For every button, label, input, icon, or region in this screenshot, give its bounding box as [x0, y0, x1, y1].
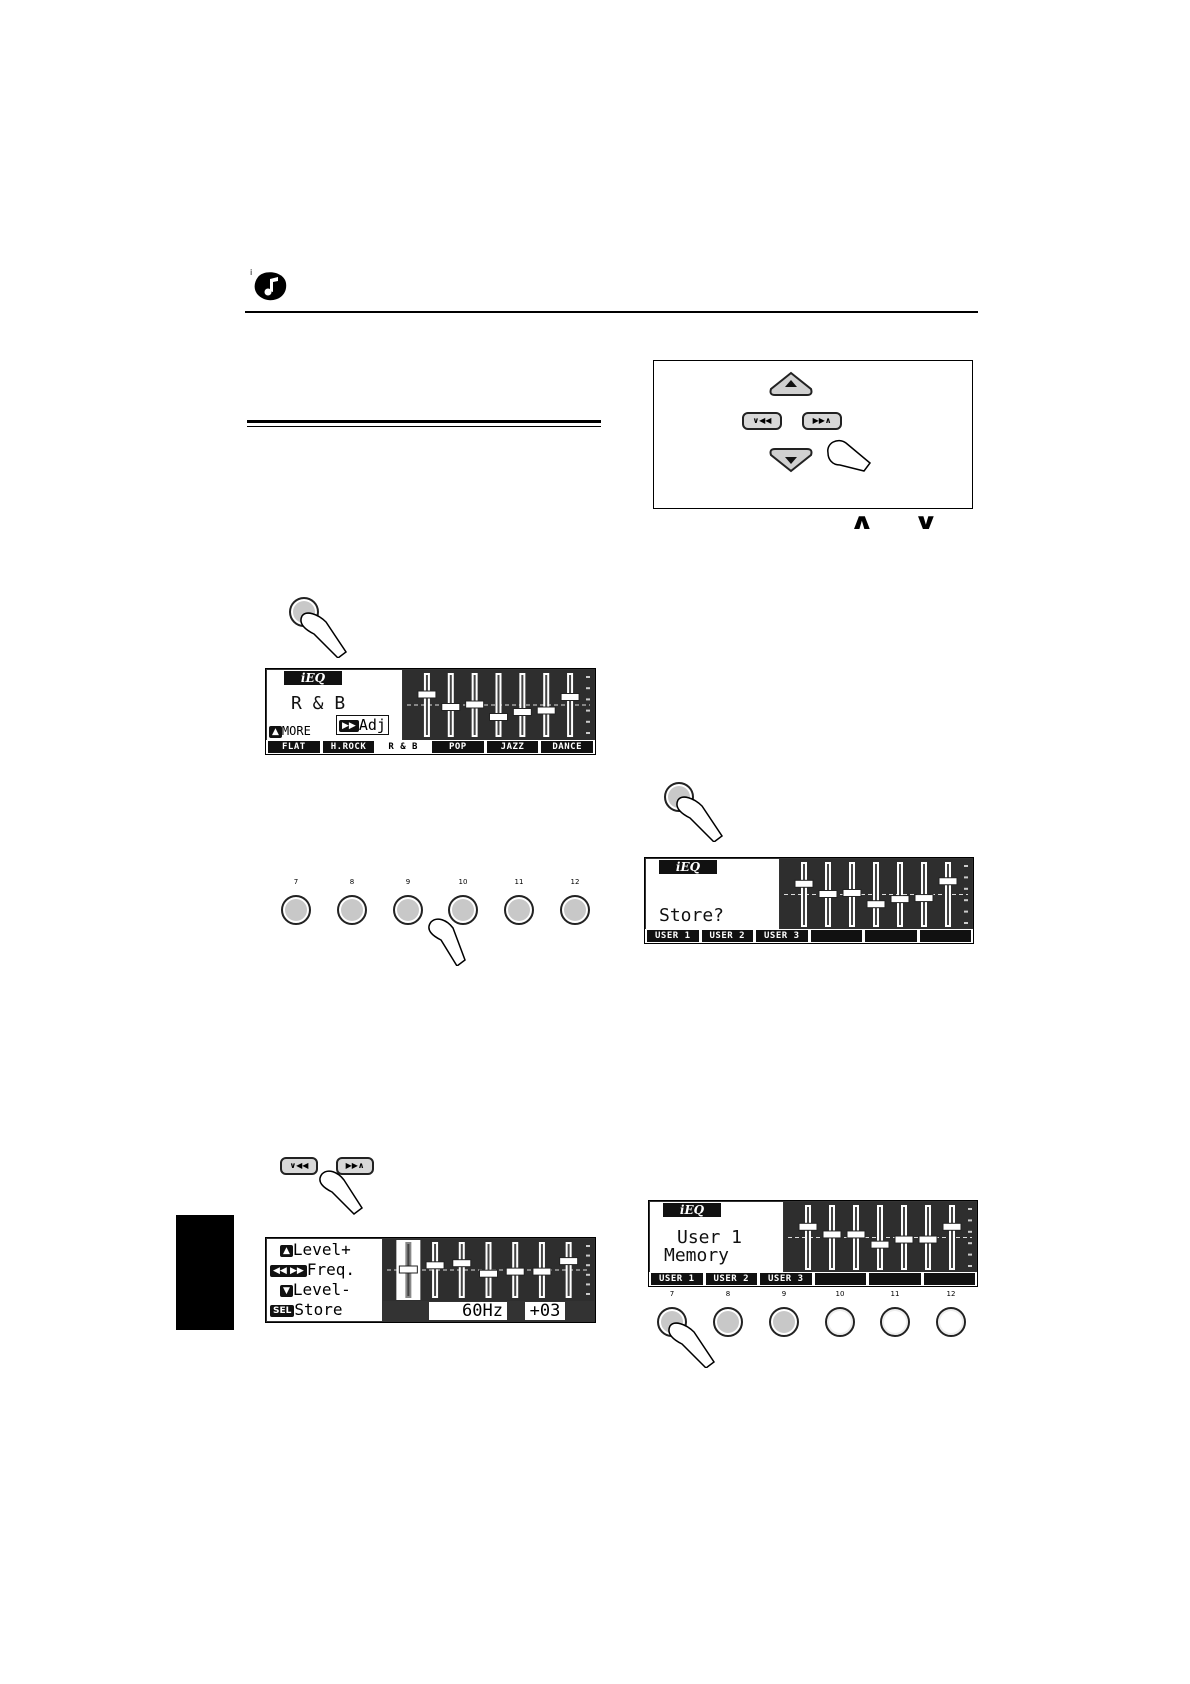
- eq-slider-knob: [915, 895, 933, 902]
- eq-slider-knob: [847, 1231, 865, 1238]
- side-tab: [176, 1215, 234, 1330]
- eq-scale-tick: [586, 687, 590, 689]
- eq-scale-tick: [586, 1245, 590, 1247]
- ieq-logo: iEQ: [663, 1203, 721, 1217]
- eq-slider-groove: [461, 1244, 463, 1296]
- eq-scale-tick: [586, 676, 590, 678]
- finger-icon: [826, 439, 872, 483]
- eq-scale-tick: [586, 1283, 590, 1285]
- freq-row: ◀◀ ▶▶ Freq.: [270, 1260, 355, 1280]
- freq-value: 60Hz: [429, 1302, 507, 1320]
- eq-slider-groove: [899, 864, 901, 925]
- eq-slider-knob: [939, 878, 957, 885]
- finger-icon: [318, 1170, 364, 1216]
- eq-scale-tick: [586, 1274, 590, 1276]
- eq-slider-knob: [442, 704, 460, 711]
- memory-line2: Memory: [664, 1245, 730, 1266]
- store-prompt-text: Store?: [659, 905, 725, 926]
- finger-icon: [427, 918, 467, 966]
- eq-slider-groove: [807, 1207, 809, 1268]
- tab-rnb: R & B: [377, 741, 429, 753]
- tab-user3: USER 3: [760, 1273, 812, 1285]
- eq-slider-knob: [919, 1236, 937, 1243]
- eq-slider-groove: [498, 675, 500, 735]
- memory-line1: User 1: [677, 1227, 743, 1248]
- left-key-button[interactable]: ∨◀◀: [742, 412, 782, 430]
- svg-text:i: i: [250, 268, 253, 277]
- eq-slider-groove: [521, 675, 523, 735]
- right-key-button[interactable]: ▶▶∧: [802, 412, 842, 430]
- eq-scale-tick: [968, 1231, 972, 1233]
- tab-pop: POP: [432, 741, 484, 753]
- tab-flat: FLAT: [268, 741, 320, 753]
- eq-slider-groove: [568, 1244, 570, 1296]
- preset-button-12[interactable]: [560, 895, 590, 925]
- eq-slider-knob: [418, 691, 436, 698]
- sel-key-icon: SEL: [270, 1305, 294, 1317]
- finger-icon: [676, 796, 726, 842]
- tab-user1: USER 1: [647, 930, 699, 942]
- memory-eq-display: [648, 1200, 978, 1287]
- eq-scale-tick: [964, 911, 968, 913]
- tab-empty: [924, 1273, 976, 1285]
- eq-scale-tick: [964, 865, 968, 867]
- control-panel-box: [653, 360, 973, 509]
- eq-slider-knob: [891, 896, 909, 903]
- skip-keys-icon: ◀◀ ▶▶: [270, 1265, 307, 1277]
- eq-scale-tick: [964, 888, 968, 890]
- more-label: ▲ MORE: [269, 724, 311, 738]
- eq-scale-tick: [964, 876, 968, 878]
- eq-scale-tick: [964, 899, 968, 901]
- preset-number: 12: [570, 878, 580, 886]
- eq-scale-tick: [968, 1265, 972, 1267]
- user-tab-bar: [645, 929, 973, 943]
- eq-slider-knob: [399, 1266, 417, 1273]
- eq-scale-tick: [968, 1219, 972, 1221]
- store-eq-display: [644, 857, 974, 944]
- eq-scale-tick: [968, 1208, 972, 1210]
- preset-button-12[interactable]: [936, 1307, 966, 1337]
- section-rule: [247, 420, 601, 423]
- eq-scale-tick: [968, 1254, 972, 1256]
- down-button[interactable]: [769, 447, 813, 473]
- preset-button-10[interactable]: [825, 1307, 855, 1337]
- caret-up-icon: ∧: [849, 510, 875, 535]
- eq-slider-knob: [943, 1223, 961, 1230]
- eq-slider-knob: [466, 701, 484, 708]
- eq-slider-knob: [561, 694, 579, 701]
- up-button[interactable]: [769, 371, 813, 397]
- caret-down-icon: ∨: [913, 510, 939, 535]
- eq-slider-knob: [867, 901, 885, 908]
- preset-number: 7: [669, 1290, 675, 1298]
- preset-number: 12: [946, 1290, 956, 1298]
- finger-icon: [668, 1322, 718, 1368]
- preset-button-11[interactable]: [880, 1307, 910, 1337]
- preset-button-11[interactable]: [504, 895, 534, 925]
- preset-number: 10: [835, 1290, 845, 1298]
- adj-label: ▶▶ Adj: [336, 715, 389, 735]
- tab-empty: [811, 930, 863, 942]
- eq-slider-knob: [560, 1258, 578, 1265]
- user-button-3[interactable]: [769, 1307, 799, 1337]
- eq-slider-knob: [799, 1223, 817, 1230]
- eq-scale-tick: [586, 710, 590, 712]
- eq-slider-knob: [513, 709, 531, 716]
- tab-empty: [869, 1273, 921, 1285]
- eq-slider-knob: [453, 1260, 471, 1267]
- eq-slider-knob: [480, 1270, 498, 1277]
- tab-user2: USER 2: [706, 1273, 758, 1285]
- tab-user2: USER 2: [702, 930, 754, 942]
- eq-scale-tick: [968, 1242, 972, 1244]
- level-down-row: ▼ Level-: [280, 1280, 351, 1300]
- preset-number: 11: [514, 878, 524, 886]
- preset-tab-bar: [266, 740, 595, 754]
- eq-slider-groove: [951, 1207, 953, 1268]
- eq-slider-groove: [545, 675, 547, 735]
- tab-empty: [815, 1273, 867, 1285]
- eq-slider-knob: [895, 1236, 913, 1243]
- eq-slider-groove: [947, 864, 949, 925]
- eq-slider-knob: [871, 1241, 889, 1248]
- eq-slider-knob: [537, 707, 555, 714]
- up-key-icon: ▲: [269, 726, 282, 738]
- adjust-eq-display: [265, 1237, 596, 1323]
- music-note-icon: [250, 265, 290, 305]
- store-row: SEL Store: [270, 1300, 343, 1320]
- tab-empty: [865, 930, 917, 942]
- tab-jazz: JAZZ: [487, 741, 539, 753]
- eq-slider-groove: [434, 1244, 436, 1296]
- eq-slider-knob: [843, 889, 861, 896]
- next-key-button[interactable]: ▶▶∧: [336, 1157, 374, 1175]
- eq-scale-tick: [964, 922, 968, 924]
- tab-user3: USER 3: [756, 930, 808, 942]
- preset-button-8[interactable]: [337, 895, 367, 925]
- preset-number: 7: [293, 878, 299, 886]
- tab-dance: DANCE: [541, 741, 593, 753]
- next-key-icon: ▶▶: [339, 720, 359, 732]
- preset-number: 11: [890, 1290, 900, 1298]
- prev-key-button[interactable]: ∨◀◀: [280, 1157, 318, 1175]
- preset-button-7[interactable]: [281, 895, 311, 925]
- preset-number: 10: [458, 878, 468, 886]
- tab-empty: [920, 930, 972, 942]
- header-rule: [245, 311, 978, 313]
- level-up-row: ▲ Level+: [280, 1240, 351, 1260]
- intro-eq-display: [265, 668, 596, 755]
- up-key-icon: ▲: [280, 1245, 293, 1257]
- eq-slider-knob: [795, 880, 813, 887]
- eq-slider-groove: [879, 1207, 881, 1268]
- eq-slider-knob: [426, 1262, 444, 1269]
- ieq-logo: iEQ: [284, 671, 342, 685]
- eq-slider-knob: [506, 1268, 524, 1275]
- eq-slider-groove: [426, 675, 428, 735]
- preset-number: 8: [349, 878, 355, 886]
- level-value: +03: [525, 1302, 565, 1320]
- eq-scale-tick: [586, 721, 590, 723]
- down-key-icon: ▼: [280, 1285, 293, 1297]
- eq-scale-tick: [586, 1255, 590, 1257]
- eq-slider-knob: [823, 1231, 841, 1238]
- section-rule-thin: [247, 426, 601, 427]
- eq-slider-knob: [819, 891, 837, 898]
- preset-number: 9: [405, 878, 411, 886]
- tab-user1: USER 1: [651, 1273, 703, 1285]
- finger-icon: [300, 612, 350, 658]
- eq-scale-tick: [586, 732, 590, 734]
- eq-mode-text: R & B: [291, 693, 346, 714]
- eq-scale-tick: [586, 1264, 590, 1266]
- eq-slider-groove: [875, 864, 877, 925]
- tab-hrock: H.ROCK: [323, 741, 375, 753]
- eq-scale-tick: [586, 1293, 590, 1295]
- eq-slider-groove: [569, 675, 571, 735]
- eq-slider-knob: [533, 1268, 551, 1275]
- preset-button-9[interactable]: [393, 895, 423, 925]
- eq-slider-knob: [490, 714, 508, 721]
- user-tab-bar: [649, 1272, 977, 1286]
- preset-number: 8: [725, 1290, 731, 1298]
- preset-number: 9: [781, 1290, 787, 1298]
- eq-slider-groove: [803, 864, 805, 925]
- ieq-logo: iEQ: [659, 860, 717, 874]
- eq-scale-tick: [586, 698, 590, 700]
